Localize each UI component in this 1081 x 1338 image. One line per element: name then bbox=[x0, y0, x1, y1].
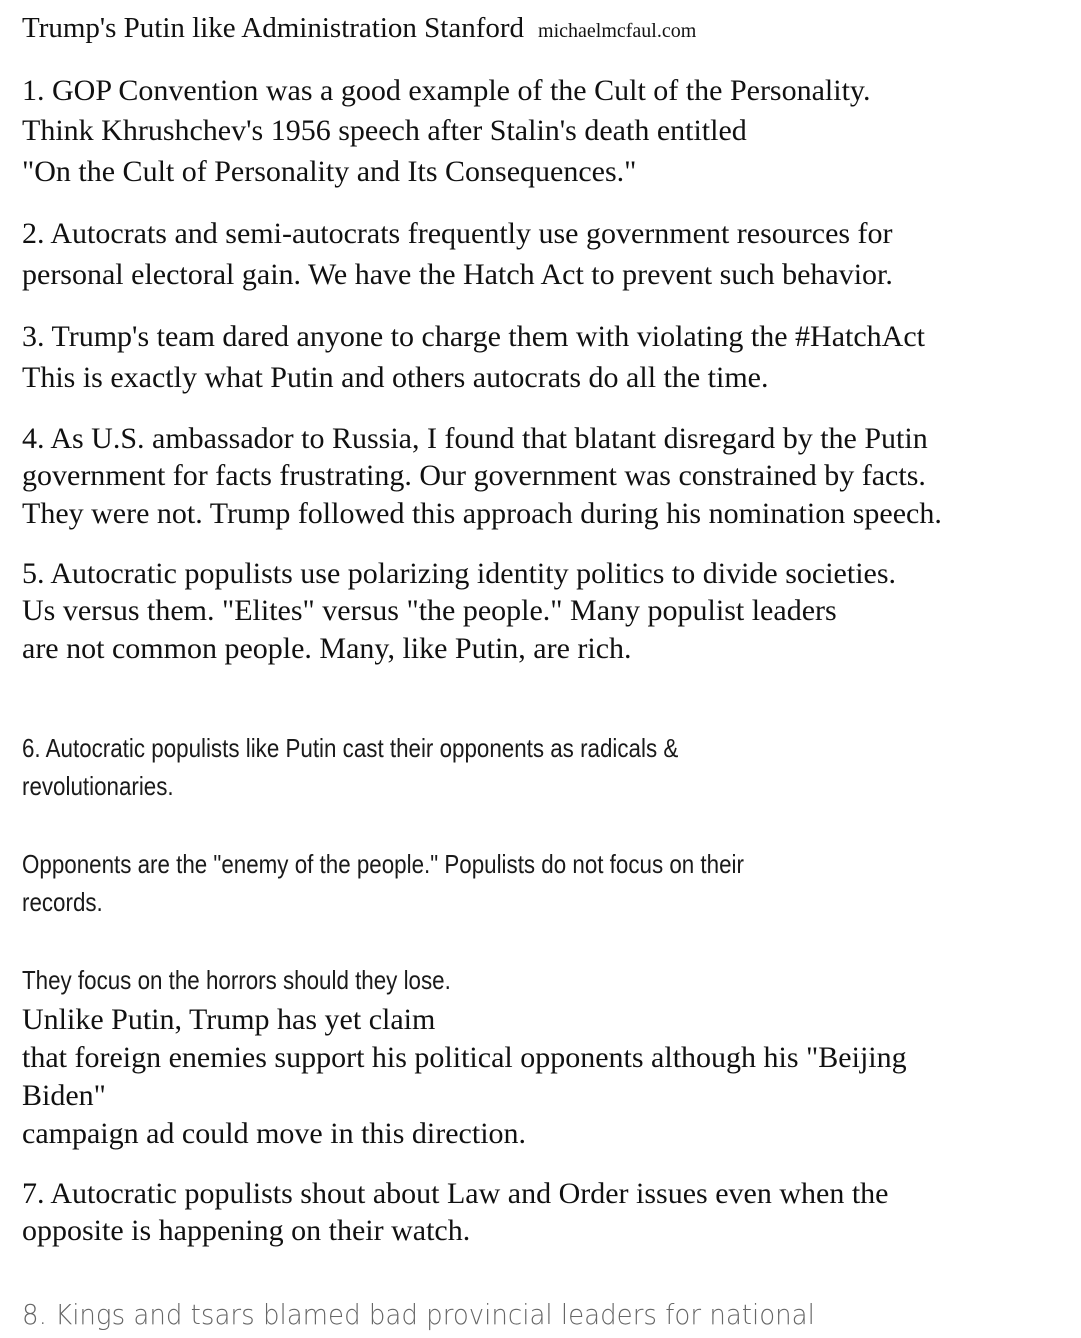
point-8-line-1: 8. Kings and tsars blamed bad provincial leaders for national bbox=[22, 1298, 815, 1331]
point-1-line-3: "On the Cult of Personality and Its Consequences." bbox=[22, 155, 637, 188]
point-6-line-9: campaign ad could move in this direction. bbox=[22, 1117, 527, 1150]
point-3-line-2: This is exactly what Putin and others autocrats do all the time. bbox=[22, 361, 769, 394]
point-2-line-2: personal electoral gain. We have the Hatch Act to prevent such behavior. bbox=[22, 258, 893, 291]
point-6-line-6: Unlike Putin, Trump has yet claim bbox=[22, 1003, 436, 1036]
point-6-line-7: that foreign enemies support his political opponents although his "Beijing bbox=[22, 1041, 907, 1074]
point-7-line-2: opposite is happening on their watch. bbox=[22, 1214, 471, 1247]
site-url: michaelmcfaul.com bbox=[538, 20, 697, 42]
article-title: Trump's Putin like Administration Stanford bbox=[22, 12, 525, 44]
point-6-line-4: records. bbox=[22, 887, 103, 917]
point-4-line-2: government for facts frustrating. Our government was constrained by facts. bbox=[22, 459, 926, 492]
point-3-line-1: 3. Trump's team dared anyone to charge them with violating the #HatchAct bbox=[22, 320, 925, 353]
point-5-line-1: 5. Autocratic populists use polarizing identity politics to divide societies. bbox=[22, 557, 897, 590]
point-4-line-3: They were not. Trump followed this approach during his nomination speech. bbox=[22, 497, 942, 530]
point-2-line-1: 2. Autocrats and semi-autocrats frequently use government resources for bbox=[22, 217, 893, 250]
point-6-line-3: Opponents are the "enemy of the people." Populists do not focus on their bbox=[22, 849, 744, 879]
point-6-line-8: Biden" bbox=[22, 1079, 106, 1112]
point-6-line-5: They focus on the horrors should they lose. bbox=[22, 965, 451, 995]
point-5-line-2: Us versus them. "Elites" versus "the people." Many populist leaders bbox=[22, 594, 837, 627]
point-4-line-1: 4. As U.S. ambassador to Russia, I found that blatant disregard by the Putin bbox=[22, 422, 928, 455]
point-5-line-3: are not common people. Many, like Putin, are rich. bbox=[22, 632, 632, 665]
point-1-line-1: 1. GOP Convention was a good example of the Cult of the Personality. bbox=[22, 74, 871, 107]
point-1-line-2: Think Khrushchev's 1956 speech after Stalin's death entitled bbox=[22, 114, 747, 147]
point-6-line-2: revolutionaries. bbox=[22, 771, 174, 801]
header-line bbox=[22, 10, 696, 49]
point-7-line-1: 7. Autocratic populists shout about Law and Order issues even when the bbox=[22, 1177, 889, 1210]
point-6-line-1: 6. Autocratic populists like Putin cast their opponents as radicals & bbox=[22, 733, 679, 763]
